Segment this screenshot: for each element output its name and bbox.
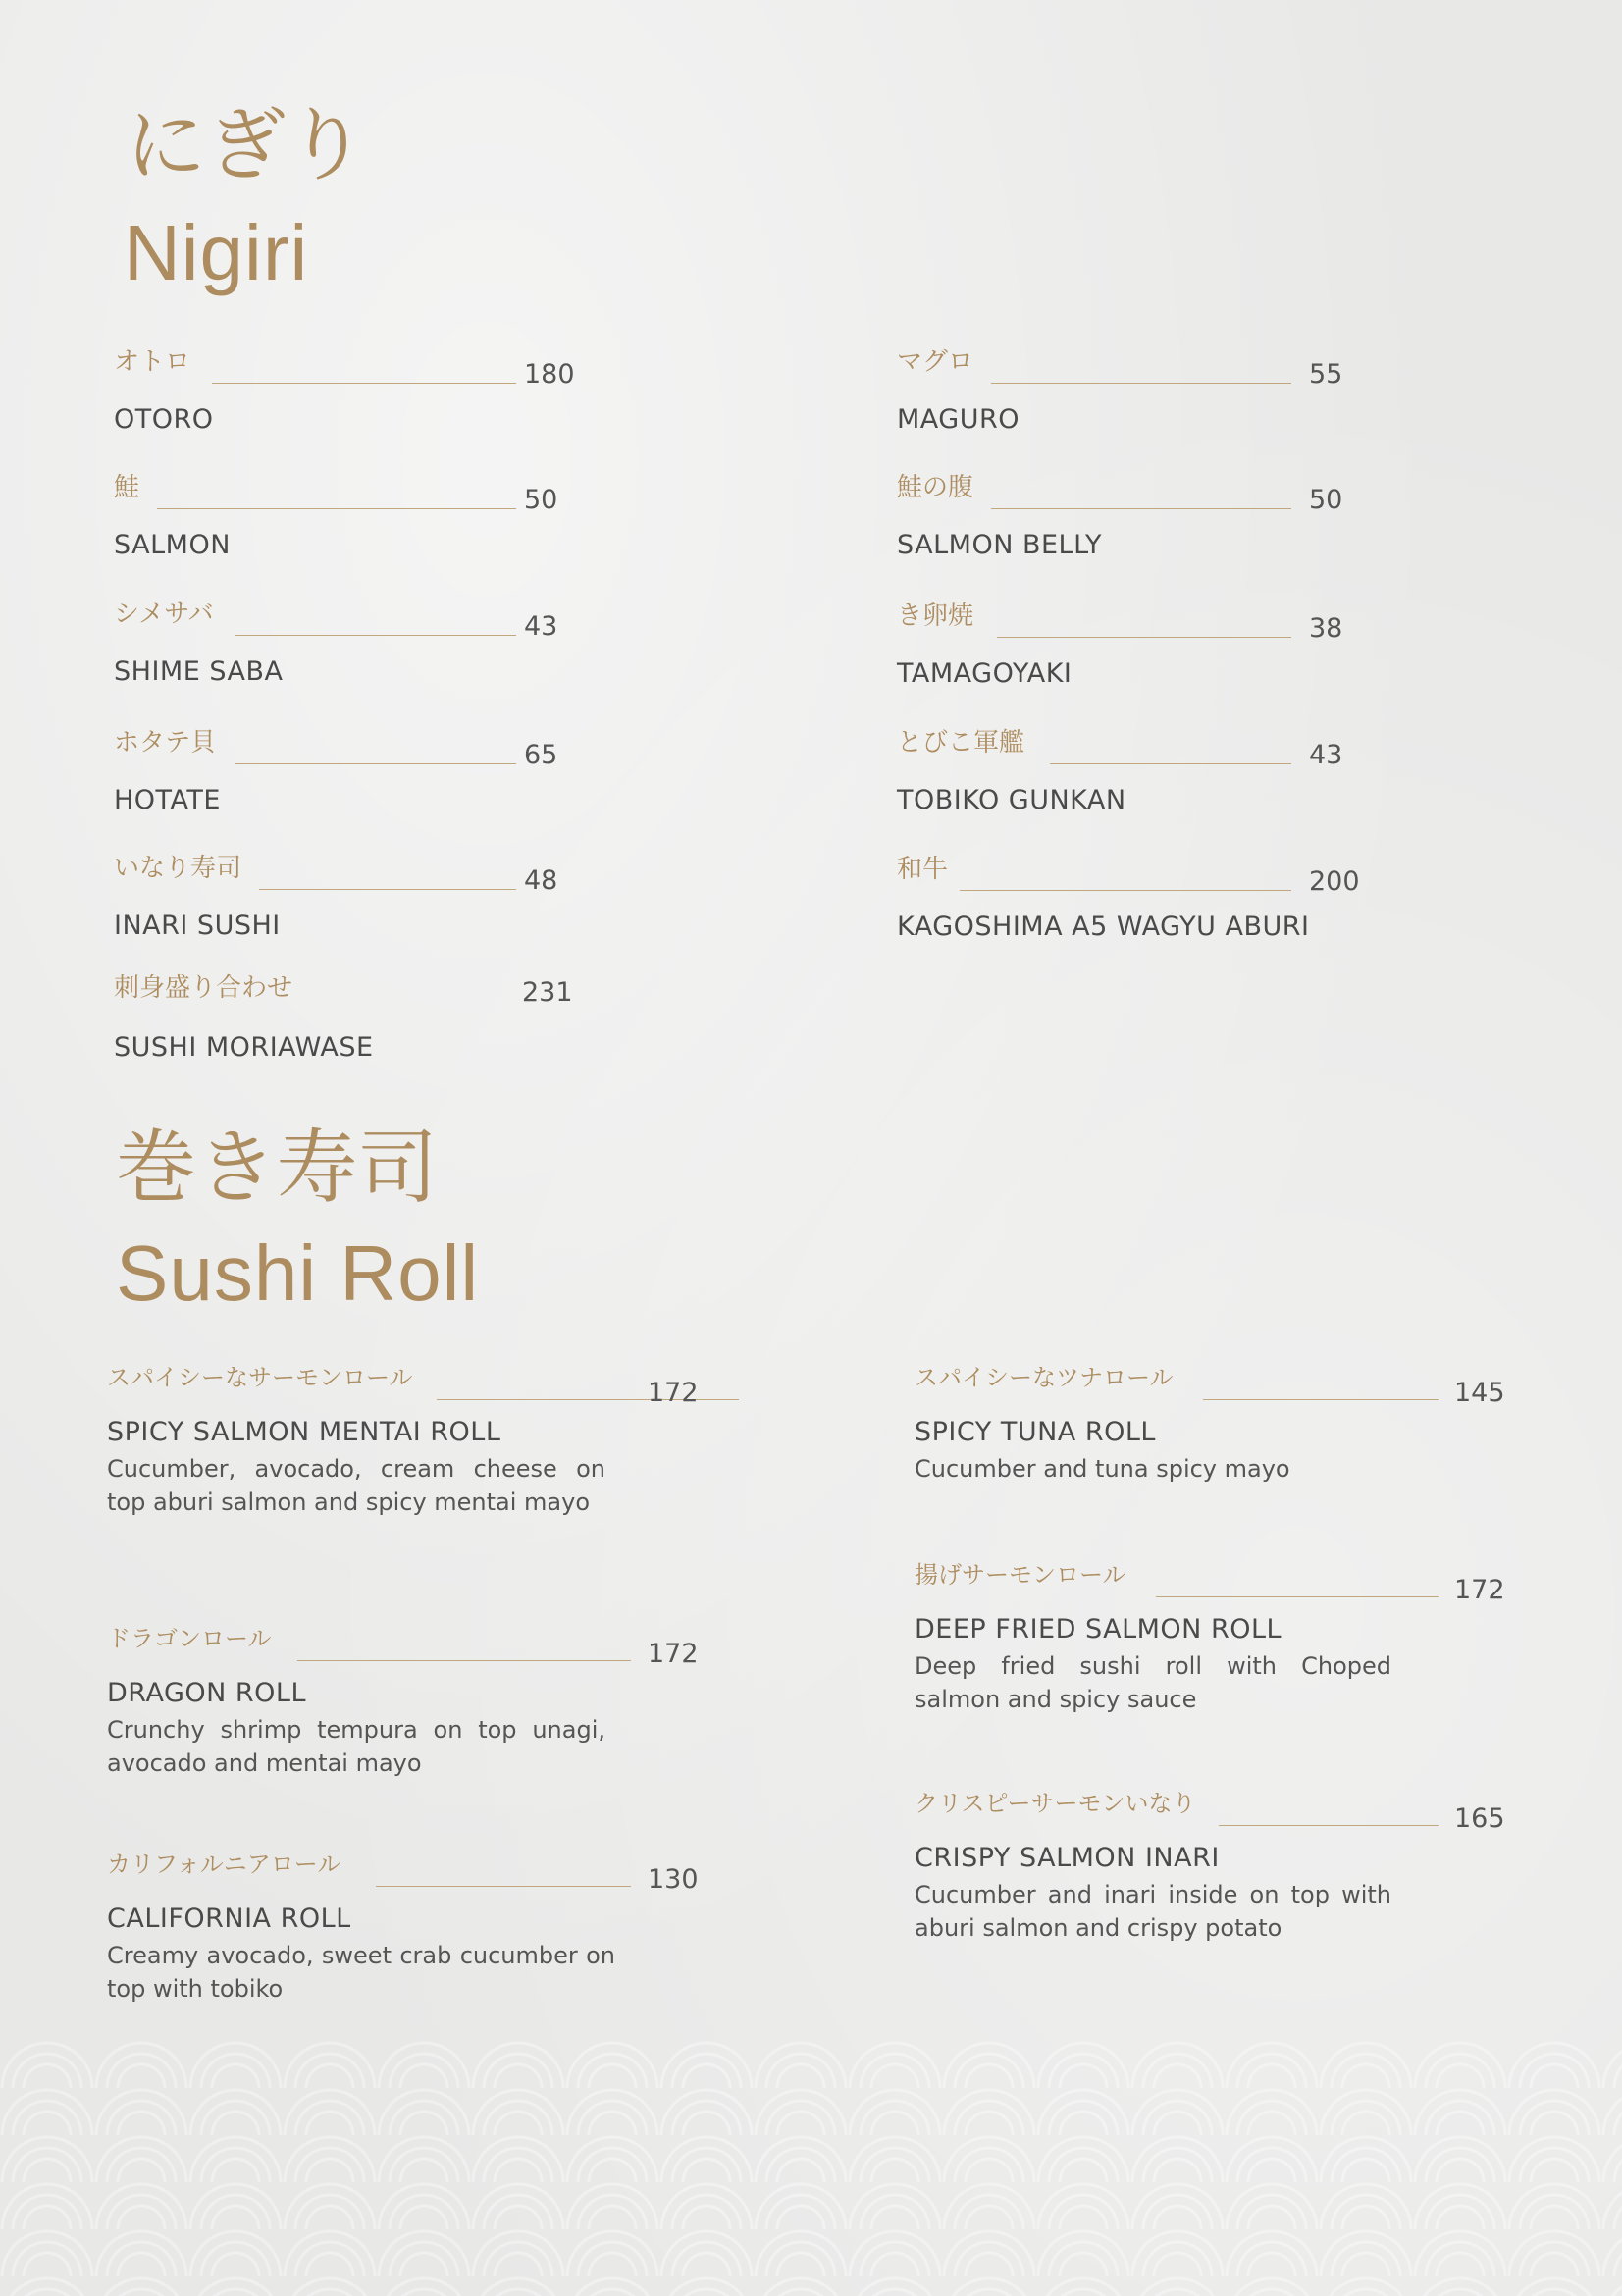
item-price: 180 [524, 359, 575, 390]
menu-item-shime-saba [114, 601, 575, 690]
item-name-jp: クリスピーサーモンいなり [915, 1790, 1196, 1817]
item-price: 50 [1309, 485, 1343, 515]
item-name-en: DEEP FRIED SALMON ROLL [915, 1614, 1282, 1644]
item-price: 43 [524, 611, 558, 642]
item-price: 130 [648, 1864, 699, 1895]
item-description: Crunchy shrimp tempura on top unagi, avocado and mentai mayo [107, 1716, 605, 1777]
item-name-jp: シメサバ [114, 600, 214, 629]
item-name-en: SALMON BELLY [897, 530, 1103, 560]
item-name-en: SALMON [114, 530, 231, 560]
leader-line [212, 383, 516, 384]
leader-line [1050, 763, 1291, 764]
menu-item-spicy-salmon-mentai-roll [107, 1364, 699, 1552]
leader-line [259, 889, 516, 890]
menu-item-sushi-moriawase [114, 975, 575, 1064]
item-name-jp: いなり寿司 [114, 854, 242, 883]
item-name-jp: 和牛 [897, 855, 949, 884]
item-name-jp: オトロ [114, 347, 191, 377]
item-name-jp: 鮭の腹 [897, 473, 974, 502]
leader-line [960, 890, 1291, 891]
item-price: 50 [524, 485, 558, 515]
leader-line [991, 508, 1291, 509]
menu-item-dragon-roll [107, 1625, 699, 1784]
menu-item-spicy-tuna-roll [915, 1366, 1503, 1503]
item-name-en: SPICY SALMON MENTAI ROLL [107, 1417, 501, 1447]
item-name-en: CALIFORNIA ROLL [107, 1904, 351, 1934]
item-name-jp: マグロ [897, 347, 974, 377]
menu-item-wagyu-aburi [897, 857, 1387, 945]
item-price: 231 [522, 977, 573, 1008]
leader-line [235, 763, 516, 764]
item-price: 172 [1454, 1575, 1505, 1605]
menu-item-crispy-salmon-inari [915, 1792, 1503, 1958]
item-price: 38 [1309, 613, 1343, 644]
leader-line [1203, 1399, 1439, 1400]
item-name-jp: とびこ軍艦 [897, 728, 1025, 757]
leader-line [376, 1886, 631, 1887]
item-name-jp: 揚げサーモンロール [915, 1561, 1126, 1589]
item-price: 172 [648, 1639, 699, 1669]
leader-line [1156, 1596, 1439, 1597]
item-name-en: OTORO [114, 404, 214, 435]
item-name-en: KAGOSHIMA A5 WAGYU ABURI [897, 912, 1310, 942]
menu-item-tamagoyaki [897, 603, 1368, 692]
item-price: 172 [648, 1378, 699, 1408]
item-name-en: SUSHI MORIAWASE [114, 1032, 374, 1063]
item-name-jp: ホタテ貝 [114, 728, 217, 757]
menu-item-salmon-belly [897, 475, 1368, 563]
nigiri-title-jp: にぎり [126, 99, 368, 192]
menu-item-hotate [114, 730, 575, 818]
menu-item-california-roll [107, 1851, 699, 2009]
menu-item-deep-fried-salmon-roll [915, 1563, 1503, 1730]
item-price: 43 [1309, 740, 1343, 770]
item-name-jp: スパイシーなツナロール [915, 1364, 1174, 1391]
menu-item-salmon [114, 475, 575, 563]
leader-line [235, 635, 516, 636]
item-price: 145 [1454, 1378, 1505, 1408]
item-description: Cucumber and inari inside on top with aburi salmon and crispy potato [915, 1881, 1391, 1942]
item-name-en: SHIME SABA [114, 656, 284, 687]
leader-line [1219, 1825, 1439, 1826]
menu-item-inari-sushi [114, 856, 575, 944]
item-name-en: MAGURO [897, 404, 1020, 435]
item-description: Deep fried sushi roll with Choped salmon and spicy sauce [915, 1652, 1391, 1713]
item-price: 165 [1454, 1803, 1505, 1834]
item-name-jp: 刺身盛り合わせ [114, 973, 293, 1003]
item-name-jp: ドラゴンロール [107, 1625, 272, 1652]
item-name-jp: カリフォルニアロール [107, 1851, 341, 1878]
item-name-jp: き卵焼 [897, 601, 974, 631]
item-description: Creamy avocado, sweet crab cucumber on top with tobiko [107, 1942, 615, 2003]
roll-title-jp: 巻き寿司 [116, 1122, 439, 1215]
item-description: Cucumber and tuna spicy mayo [915, 1455, 1290, 1483]
item-name-en: DRAGON ROLL [107, 1678, 307, 1708]
item-price: 200 [1309, 866, 1360, 897]
item-price: 65 [524, 740, 558, 770]
item-name-en: INARI SUSHI [114, 911, 281, 941]
menu-item-tobiko-gunkan [897, 730, 1368, 818]
item-price: 55 [1309, 359, 1343, 390]
item-name-jp: スパイシーなサーモンロール [107, 1364, 413, 1391]
leader-line [991, 383, 1291, 384]
menu-item-otoro [114, 349, 575, 438]
item-name-en: TAMAGOYAKI [897, 658, 1073, 689]
leader-line [297, 1660, 631, 1661]
item-name-en: SPICY TUNA ROLL [915, 1417, 1156, 1447]
wave-pattern-decoration [0, 2041, 1622, 2296]
leader-line [997, 637, 1291, 638]
item-name-en: HOTATE [114, 785, 221, 815]
item-name-en: TOBIKO GUNKAN [897, 785, 1126, 815]
item-description: Cucumber, avocado, cream cheese on top aburi salmon and spicy mentai mayo [107, 1455, 605, 1516]
leader-line [157, 508, 516, 509]
item-name-en: CRISPY SALMON INARI [915, 1843, 1220, 1873]
menu-item-maguro [897, 349, 1368, 438]
roll-title-en: Sushi Roll [116, 1229, 480, 1317]
nigiri-title-en: Nigiri [124, 209, 309, 296]
item-name-jp: 鮭 [114, 473, 140, 502]
item-price: 48 [524, 865, 558, 896]
